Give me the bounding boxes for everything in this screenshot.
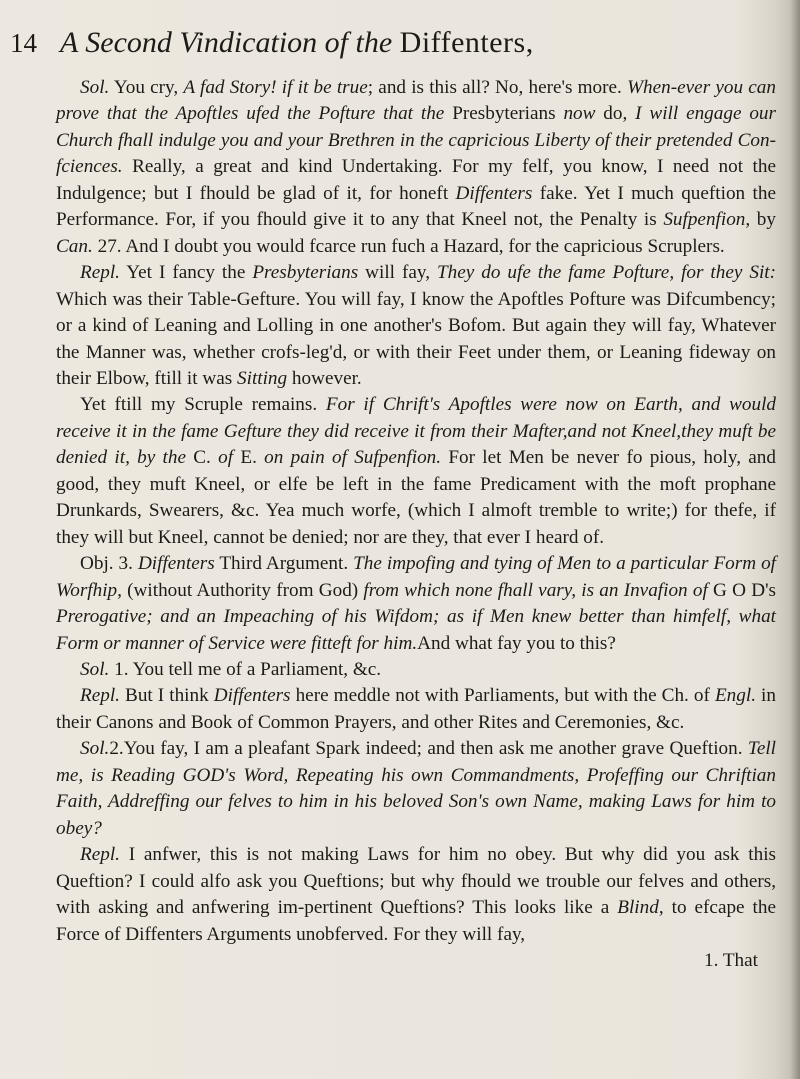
italic-run: Diffenters	[213, 685, 291, 707]
text-run: , by	[745, 209, 776, 231]
text-run: Third Argument.	[214, 553, 354, 575]
italic-run: Diffenters	[137, 553, 215, 575]
italic-run: I will engage our Church fhall indulge you and your Brethren in the capricious Liberty of their pretended Con-fciences.	[56, 103, 776, 178]
text-run: C.	[185, 447, 219, 469]
italic-run: For if Chrift's Apoftles were now on Earth, and would receive it in the fame Gefture they did receive it from their Mafter,and not Kneel,they muft be denied it, by the	[56, 394, 776, 469]
italic-run: Prerogative; and an Impeaching of his Wifdom; as if Men knew better than himfelf, what Form or manner of Service were fitteft for him.	[56, 606, 776, 654]
italic-run: of	[218, 447, 234, 469]
paragraph-repl-1	[56, 260, 776, 392]
text-run: You cry,	[109, 77, 184, 98]
page-edge-shadow	[790, 0, 800, 1079]
italic-run: Sol.	[80, 77, 110, 98]
italic-run: The impofing and tying of Men to a particular Form of Worfhip,	[56, 553, 776, 601]
page-number: 14	[10, 28, 37, 58]
italic-run: Engl.	[714, 685, 756, 707]
italic-run: Repl.	[80, 844, 120, 866]
text-run: fake. Yet I much queftion the Performance. For, if you fhould give it to any that Kneel not, the Penalty is	[56, 182, 776, 231]
text-run: Presbyterians	[444, 103, 564, 125]
running-title-upright: Diffenters,	[399, 26, 534, 59]
italic-run: Presbyterians	[252, 262, 359, 284]
italic-run: Sol.	[80, 658, 110, 680]
paragraph-sol-parliament	[56, 657, 776, 683]
text-run: I anfwer, this is not making Laws for him no obey. But why did you ask this Queftion? I could alfo ask you Queftions; but why fhould we trouble our felves and others, with asking and anfwering im-pertinent Queftions? This looks like a	[56, 844, 776, 919]
text-run: 27. And I doubt you would fcarce run fuch a Hazard, for the capricious Scruplers.	[92, 235, 725, 257]
italic-run: Sitting	[237, 367, 288, 389]
text-run: , to efcape the Force of Diffenters Arguments unobferved. For they will fay,	[56, 897, 777, 945]
italic-run: They do ufe the fame Pofture, for they Sit:	[436, 262, 776, 284]
text-run: here meddle not with Parliaments, but with the Ch. of	[290, 685, 715, 707]
italic-run: Repl.	[80, 262, 120, 284]
italic-run: Tell me, is Reading GOD's Word, Repeating his own Commandments, Profeffing our Chriftian Faith, Addreffing our felves to him in his beloved Son's own Name, making Laws for him to obey?	[56, 738, 776, 839]
text-run: E.	[233, 447, 265, 469]
text-run: For let Men be never fo pious, holy, and good, they muft Kneel, or elfe be left in the fame Predicament with the moft prophane Drunkards, Swearers, &c. Yea much worfe, (which I almoft tremble to write;) for thefe, if they will but Kneel, cannot be denied; nor are they, that ever I heard of.	[56, 447, 776, 548]
text-run: will fay,	[358, 262, 437, 284]
text-run: Which was their Table-Gefture. You will fay, I know the Apoftles Pofture was Difcumbency; or a kind of Leaning and Lolling in one another's Bofom. But again they will fay, Whatever the Manner was, whether crofs-leg'd, or with their Feet under them, or Leaning fideway on their Elbow, ftill it was	[56, 288, 776, 389]
paragraph-repl-answer	[56, 842, 776, 948]
paragraph-sol-1	[56, 75, 776, 260]
text-run: And what fay you to this?	[417, 632, 616, 654]
body-text	[56, 75, 776, 974]
running-title	[60, 26, 534, 60]
text-run: But I think	[119, 685, 214, 707]
text-run: Really, a great and kind Undertaking. For my felf, you know, I need not the Indulgence; but I fhould be glad of it, for honeft	[56, 156, 776, 204]
italic-run: A fad Story! if it be true	[183, 77, 368, 98]
italic-run: When-ever you can prove that the Apoftles ufed the Pofture that the	[56, 77, 776, 125]
italic-run: now	[563, 103, 596, 125]
text-run: Obj. 3.	[80, 553, 138, 575]
italic-run: Sol.	[80, 738, 110, 760]
text-run: ; and is this all? No, here's more.	[367, 77, 628, 98]
italic-run: Sufpenfion	[663, 209, 746, 231]
italic-run: Diffenters	[455, 182, 533, 204]
text-run: 1. You tell me of a Parliament, &c.	[109, 658, 382, 680]
italic-run: on pain of Sufpenfion.	[264, 447, 442, 469]
text-run: G O D's	[707, 579, 776, 601]
text-run: Yet I fancy the	[119, 262, 253, 284]
running-header	[10, 14, 770, 58]
text-run: Yet ftill my Scruple remains.	[80, 394, 326, 416]
text-run: do,	[595, 103, 636, 125]
italic-run: Repl.	[80, 685, 120, 707]
paragraph-sol-2	[56, 736, 776, 842]
text-run: in their Canons and Book of Common Prayers, and other Rites and Ceremonies, &c.	[56, 685, 776, 733]
italic-run: Can.	[56, 235, 93, 257]
running-title-italic: A Second Vindication of the	[60, 26, 393, 59]
text-run: however.	[287, 367, 362, 389]
italic-run: from which none fhall vary, is an Invafion of	[363, 579, 708, 601]
catchword: 1. That	[703, 949, 758, 971]
text-run: 2.You fay, I am a pleafant Spark indeed; and then ask me another grave Queftion.	[109, 738, 748, 760]
paragraph-scruple	[56, 392, 776, 551]
paragraph-obj-3	[56, 551, 776, 657]
italic-run: Blind	[617, 897, 659, 919]
text-run: (without Authority from God)	[121, 579, 364, 601]
paragraph-repl-parliaments	[56, 683, 776, 736]
